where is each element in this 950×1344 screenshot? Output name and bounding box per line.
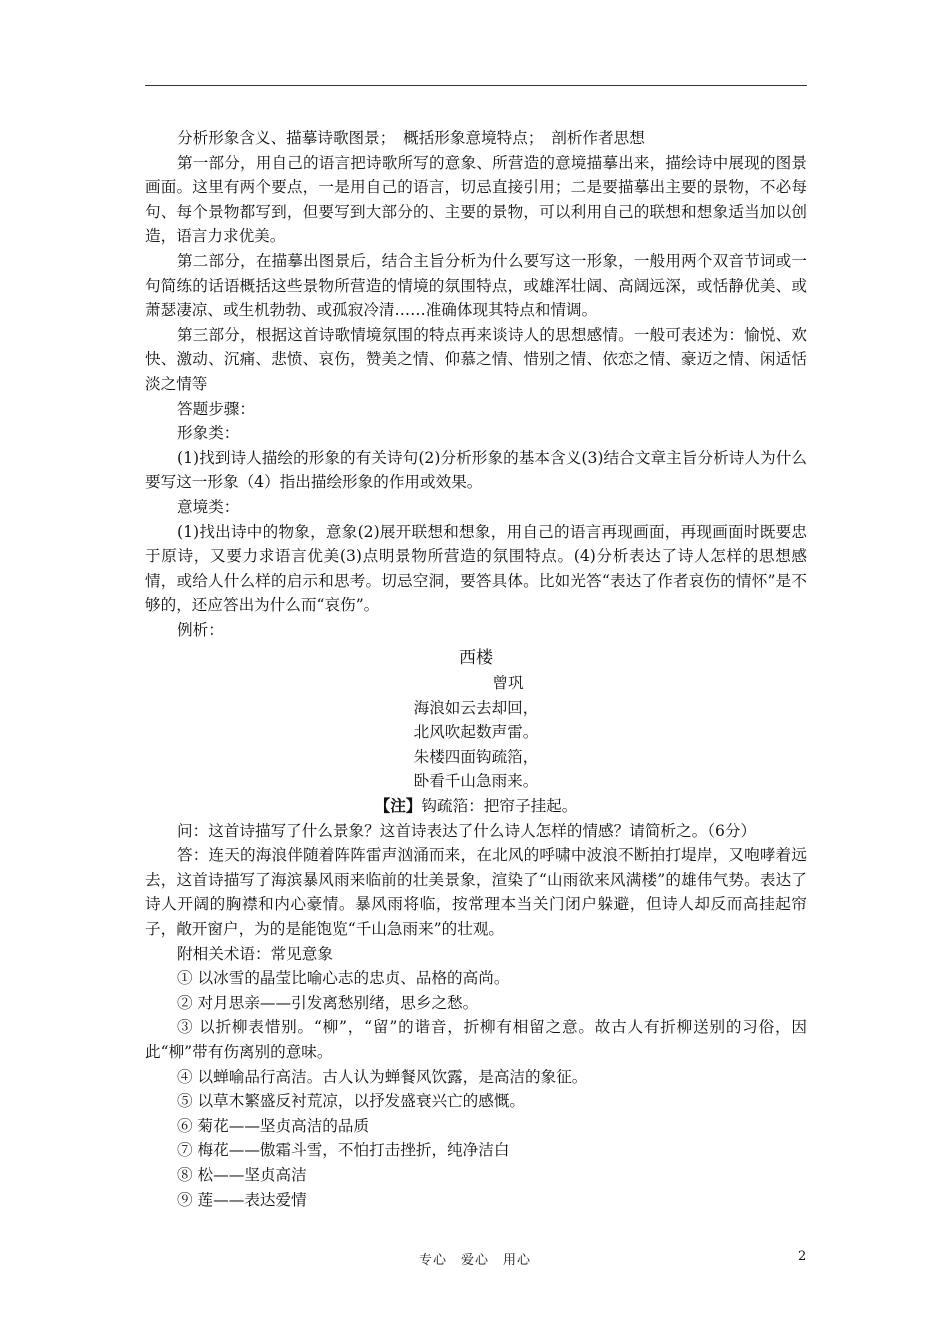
appendix-item: ⑦ 梅花——傲霜斗雪，不怕打击挫折，纯净洁白 — [177, 1141, 510, 1160]
appendix-item: ② 对月思亲——引发离愁别绪，思乡之愁。 — [177, 993, 479, 1012]
paragraph-part-two: 第二部分，在描摹出图景后，结合主旨分析为什么要写这一形象，一般用两个双音节词或一句简练的话语概括这些景物所营造的情境的氛围特点，或雄浑壮阔、高阔远深，或恬静优美、或萧瑟凄凉、或生机勃勃、或孤寂冷清……准确体现其特点和情调。 — [145, 251, 807, 320]
document-body — [145, 126, 807, 1212]
question-text: 问：这首诗描写了什么景象？这首诗表达了什么诗人怎样的情感？请简析之。（6分） — [177, 821, 757, 840]
poem-note — [145, 794, 807, 819]
mood-type-heading: 意境类： — [177, 497, 240, 516]
appendix-item: ⑤ 以草木繁盛反衬荒凉，以抒发盛衰兴亡的感慨。 — [177, 1092, 526, 1111]
example-heading: 例析： — [177, 620, 224, 639]
appendix-item: ⑨ 莲——表达爱情 — [177, 1190, 307, 1209]
poem-author: 曾巩 — [492, 674, 524, 693]
image-type-heading: 形象类： — [177, 424, 240, 443]
steps-heading: 答题步骤： — [177, 399, 255, 418]
page-number: 2 — [798, 1249, 807, 1264]
image-type-steps: (1)找到诗人描绘的形象的有关诗句(2)分析形象的基本含义(3)结合文章主旨分析诗人为什么要写这一形象（4）指出描绘形象的作用或效果。 — [145, 448, 807, 492]
header-rule — [145, 85, 807, 86]
appendix-heading: 附相关术语：常见意象 — [177, 944, 333, 963]
poem-block — [145, 646, 807, 818]
appendix-item: ④ 以蝉喻品行高洁。古人认为蝉餐风饮露，是高洁的象征。 — [177, 1067, 588, 1086]
poem-line: 卧看千山急雨来。 — [413, 772, 539, 791]
paragraph-part-three: 第三部分，根据这首诗歌情境氛围的特点再来谈诗人的思想感情。一般可表述为：愉悦、欢快、激动、沉痛、悲愤、哀伤，赞美之情、仰慕之情、惜别之情、依恋之情、豪迈之情、闲适恬淡之情等 — [145, 325, 807, 393]
poem-line: 朱楼四面钩疏箔， — [413, 747, 539, 766]
poem-note-label: 【注】 — [374, 796, 422, 816]
appendix-item: ① 以冰雪的晶莹比喻心志的忠贞、品格的高尚。 — [177, 969, 510, 988]
poem-line: 北风吹起数声雷。 — [413, 723, 539, 742]
poem-title: 西楼 — [459, 648, 493, 669]
footer-slogan: 专心 爱心 用心 — [418, 1253, 531, 1268]
appendix-item: ③ 以折柳表惜别。“柳”，“留”的谐音，折柳有相留之意。故古人有折柳送别的习俗，因此“柳”带有伤离别的意味。 — [145, 1018, 807, 1061]
poem-line: 海浪如云去却回， — [413, 698, 539, 717]
poem-note-text: 钩疏箔：把帘子挂起。 — [421, 797, 578, 816]
paragraph-part-one: 第一部分，用自己的语言把诗歌所写的意象、所营造的意境描摹出来，描绘诗中展现的图景画面。这里有两个要点，一是用自己的语言，切忌直接引用；二是要描摹出主要的景物，不必每句、每个景物都写到，但要写到大部分的、主要的景物，可以利用自己的联想和想象适当加以创造，语言力求优美。 — [145, 153, 807, 246]
appendix-item: ⑧ 松——坚贞高洁 — [177, 1165, 307, 1184]
answer-text: 答：连天的海浪伴随着阵阵雷声汹涌而来，在北风的呼啸中波浪不断拍打堤岸，又咆哮着远去，这首诗描写了海滨暴风雨来临前的壮美景象，渲染了“山雨欲来风满楼”的雄伟气势。表达了诗人开阔的胸襟和内心豪情。暴风雨将临，按常理本当关门闭户躲避，但诗人却反而高挂起帘子，敞开窗户，为的是能饱览“千山急雨来”的壮观。 — [145, 846, 807, 938]
mood-type-steps: (1)找出诗中的物象，意象(2)展开联想和想象，用自己的语言再现画面，再现画面时既要忠于原诗，又要力求语言优美(3)点明景物所营造的氛围特点。(4)分析表达了诗人怎样的思想感情，或给人什么样的启示和思考。切忌空洞，要答具体。比如光答“表达了作者哀伤的情怀”是不够的，还应答出为什么而“哀伤”。 — [145, 522, 807, 615]
summary-line: 分析形象含义、描摹诗歌图景； 概括形象意境特点； 剖析作者思想 — [177, 129, 645, 147]
appendix-item: ⑥ 菊花——坚贞高洁的品质 — [177, 1116, 370, 1135]
